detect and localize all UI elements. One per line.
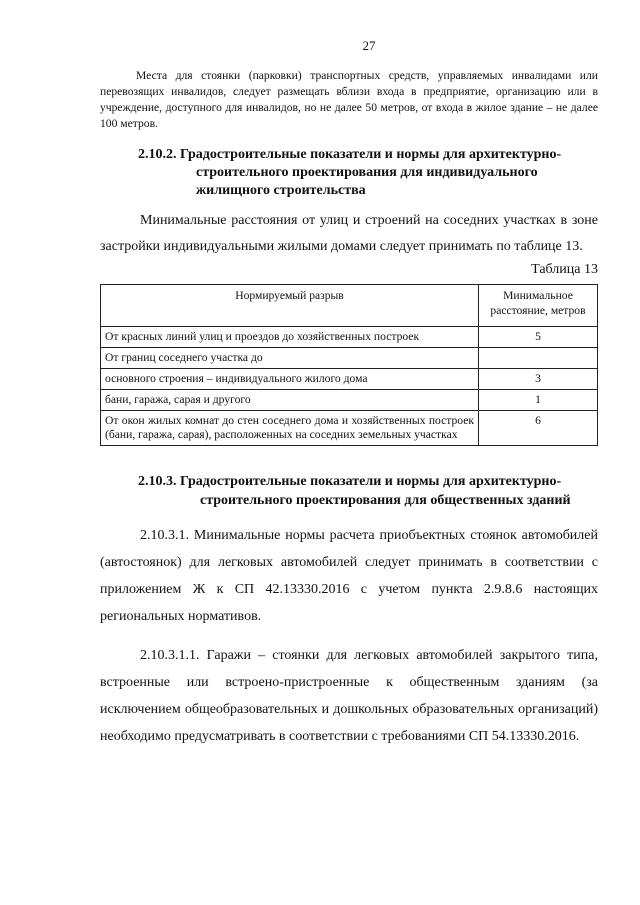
table-cell-value: 3 bbox=[479, 369, 598, 390]
table-row bbox=[101, 369, 598, 390]
section-heading-2-10-3 bbox=[138, 472, 598, 510]
section-title-line1: Градостроительные показатели и нормы для архитектурно- bbox=[180, 474, 562, 489]
table-caption: Таблица 13 bbox=[531, 262, 598, 277]
page-number: 27 bbox=[362, 38, 376, 53]
table-cell-value: 1 bbox=[479, 390, 598, 411]
section-title-line2: строительного проектирования для индивидуального bbox=[196, 165, 538, 180]
table-cell-value: 5 bbox=[479, 327, 598, 348]
paragraph-2-10-3-1-1: 2.10.3.1.1. Гаражи – стоянки для легковых автомобилей закрытого типа, встроенные или встроено-пристроенные к общественным зданиям (за исключением общеобразовательных и дошкольных образовательных организаций) необходимо предусматривать в соответствии с требованиями СП 54.13330.2016. bbox=[100, 648, 598, 744]
table-header-col1: Нормируемый разрыв bbox=[101, 285, 479, 327]
section-title-line3: жилищного строительства bbox=[196, 183, 366, 198]
table-cell-label: От окон жилых комнат до стен соседнего дома и хозяйственных построек (бани, гаража, сарая), расположенных на соседних земельных участках bbox=[101, 411, 479, 446]
section-paragraph: Минимальные расстояния от улиц и строений на соседних участках в зоне застройки индивидуальными жилыми домами следует принимать по таблице 13. bbox=[100, 213, 598, 254]
table-row bbox=[101, 348, 598, 369]
section-heading-2-10-2 bbox=[138, 146, 598, 200]
table-cell-value bbox=[479, 348, 598, 369]
section-title-line1: Градостроительные показатели и нормы для архитектурно- bbox=[180, 147, 562, 162]
section-number: 2.10.3. bbox=[138, 474, 177, 489]
table-cell-label: основного строения – индивидуального жилого дома bbox=[101, 369, 479, 390]
table-cell-label: От красных линий улиц и проездов до хозяйственных построек bbox=[101, 327, 479, 348]
intro-paragraph: Места для стоянки (парковки) транспортных средств, управляемых инвалидами или перевозящих инвалидов, следует размещать вблизи входа в предприятие, организацию или в учреждение, доступного для инвалидов, но не далее 50 метров, от входа в жилое здание – не далее 100 метров. bbox=[100, 69, 598, 130]
table-row bbox=[101, 390, 598, 411]
table-cell-label: От границ соседнего участка до bbox=[101, 348, 479, 369]
section-number: 2.10.2. bbox=[138, 147, 177, 162]
table-cell-label: бани, гаража, сарая и другого bbox=[101, 390, 479, 411]
table-row bbox=[101, 327, 598, 348]
table-row bbox=[101, 411, 598, 446]
section-title-line2: строительного проектирования для общественных зданий bbox=[200, 493, 571, 508]
table-header-row bbox=[101, 285, 598, 327]
distance-table bbox=[100, 284, 598, 446]
paragraph-2-10-3-1: 2.10.3.1. Минимальные нормы расчета приобъектных стоянок автомобилей (автостоянок) для легковых автомобилей следует принимать в соответствии с приложением Ж к СП 42.13330.2016 с учетом пункта 2.9.8.6 настоящих региональных нормативов. bbox=[100, 528, 598, 624]
table-cell-value: 6 bbox=[479, 411, 598, 446]
table-header-col2: Минимальное расстояние, метров bbox=[479, 285, 598, 327]
